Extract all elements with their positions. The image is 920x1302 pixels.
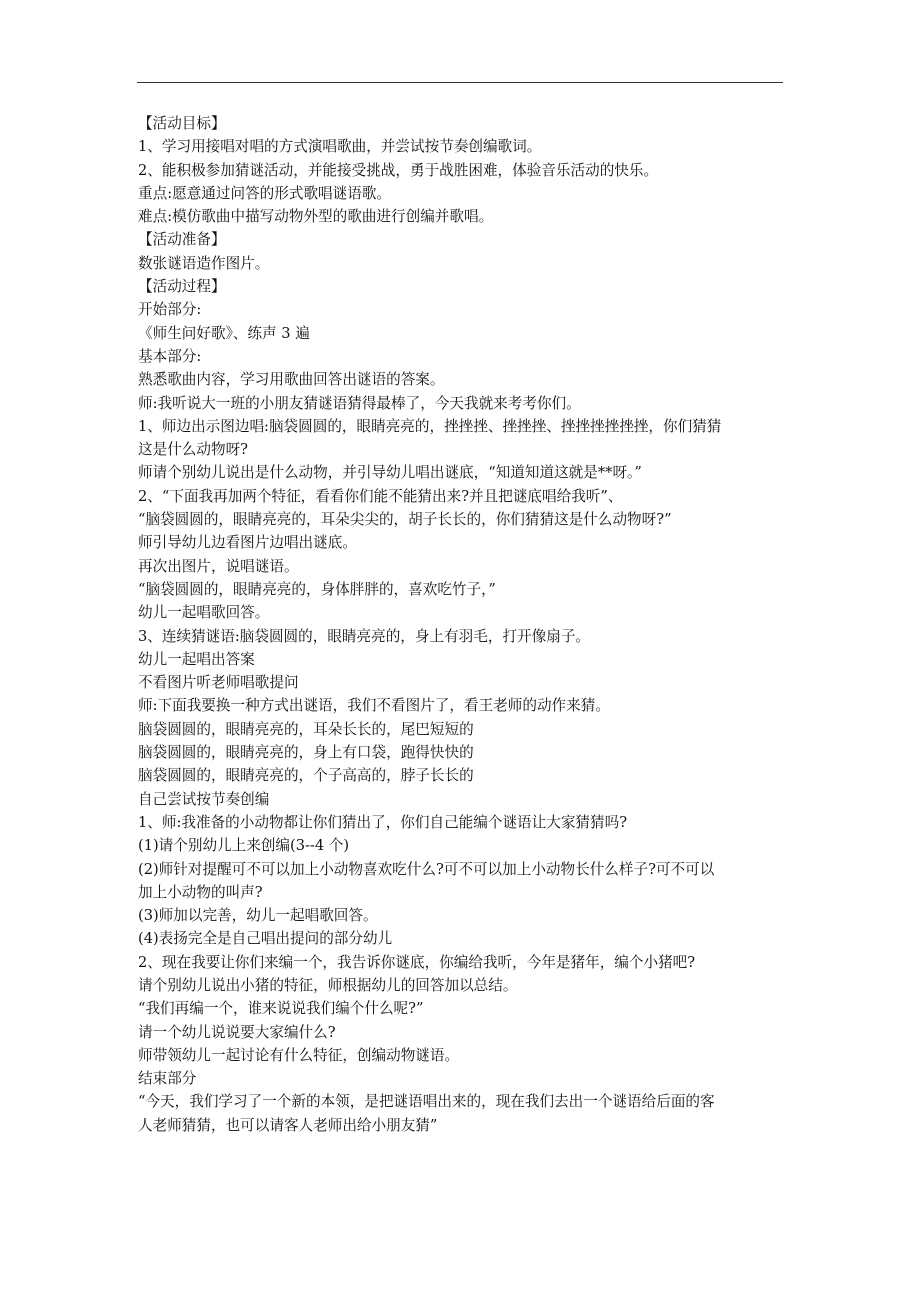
text-line: 1、师边出示图边唱:脑袋圆圆的，眼睛亮亮的，挫挫挫、挫挫挫、挫挫挫挫挫挫，你们猜猜 [138,417,722,435]
text-line: 请个别幼儿说出小猪的特征，师根据幼儿的回答加以总结。 [138,976,518,994]
text-line: (4)表扬完全是自己唱出提问的部分幼儿 [138,930,393,948]
text-line: 2、能积极参加猜谜活动，并能接受挑战，勇于战胜困难，体验音乐活动的快乐。 [138,161,659,179]
text-line: 自己尝试按节奏创编 [138,790,270,808]
text-line: (2)师针对提醒可不可以加上小动物喜欢吃什么?可不可以加上小动物长什么样子?可不可以 [138,860,715,878]
text-line: (3)师加以完善，幼儿一起唱歌回答。 [138,907,378,925]
text-line: 幼儿一起唱出答案 [138,650,255,668]
text-line: 2、“下面我再加两个特征，看看你们能不能猜出来?并且把谜底唱给我听”、 [138,487,623,505]
text-line: “我们再编一个，谁来说说我们编个什么呢?” [138,1000,424,1018]
text-line: 【活动准备】 [138,231,226,249]
text-line: 人老师猜猜，也可以请客人老师出给小朋友猜” [138,1116,438,1134]
text-line: “今天，我们学习了一个新的本领，是把谜语唱出来的，现在我们去出一个谜语给后面的客 [138,1093,715,1111]
text-line: 1、学习用接唱对唱的方式演唱歌曲，并尝试按节奏创编歌词。 [138,138,542,156]
text-line: 师:下面我要换一种方式出谜语，我们不看图片了，看王老师的动作来猜。 [138,697,610,715]
text-line: 再次出图片，说唱谜语。 [138,557,299,575]
text-line: 数张谜语造作图片。 [138,254,270,272]
text-line: 2、现在我要让你们来编一个，我告诉你谜底，你编给我听，今年是猪年，编个小猪吧? [138,953,696,971]
text-line: 师请个别幼儿说出是什么动物，并引导幼儿唱出谜底，“知道知道这就是**呀。” [138,464,642,482]
text-line: 开始部分: [138,301,202,319]
text-line: 幼儿一起唱歌回答。 [138,604,270,622]
text-line: 《师生问好歌》、练声 3 遍 [138,324,310,342]
text-line: 师引导幼儿边看图片边唱出谜底。 [138,534,357,552]
text-line: 加上小动物的叫声? [138,883,263,901]
text-line: 脑袋圆圆的，眼睛亮亮的，个子高高的，脖子长长的 [138,767,474,785]
text-line: “脑袋圆圆的，眼睛亮亮的，耳朵尖尖的，胡子长长的，你们猜猜这是什么动物呀?” [138,511,672,529]
text-line: 师带领幼儿一起讨论有什么特征，创编动物谜语。 [138,1046,460,1064]
text-line: 重点:愿意通过问答的形式歌唱谜语歌。 [138,184,392,202]
text-line: 脑袋圆圆的，眼睛亮亮的，身上有口袋，跑得快快的 [138,744,474,762]
text-line: 基本部分: [138,347,202,365]
text-line: 结束部分 [138,1070,197,1088]
text-line: 3、连续猜谜语:脑袋圆圆的，眼睛亮亮的，身上有羽毛，打开像扇子。 [138,627,591,645]
text-line: 师:我听说大一班的小朋友猜谜语猜得最棒了，今天我就来考考你们。 [138,394,581,412]
text-line: 熟悉歌曲内容，学习用歌曲回答出谜语的答案。 [138,371,445,389]
header-rule [137,82,783,83]
text-line: 不看图片听老师唱歌提问 [138,674,299,692]
text-line: 请一个幼儿说说要大家编什么? [138,1023,336,1041]
text-line: “脑袋圆圆的，眼睛亮亮的，身体胖胖的，喜欢吃竹子，” [138,580,496,598]
document-body [138,112,786,1137]
text-line: (1)请个别幼儿上来创编(3--4 个) [138,837,350,855]
text-line: 1、师:我准备的小动物都让你们猜出了，你们自己能编个谜语让大家猜猜吗? [138,813,628,831]
text-line: 脑袋圆圆的，眼睛亮亮的，耳朵长长的，尾巴短短的 [138,720,474,738]
text-line: 难点:模仿歌曲中描写动物外型的歌曲进行创编并歌唱。 [138,208,494,226]
text-line: 【活动目标】 [138,115,226,132]
text-line: 这是什么动物呀? [138,441,248,459]
text-line: 【活动过程】 [138,278,226,296]
